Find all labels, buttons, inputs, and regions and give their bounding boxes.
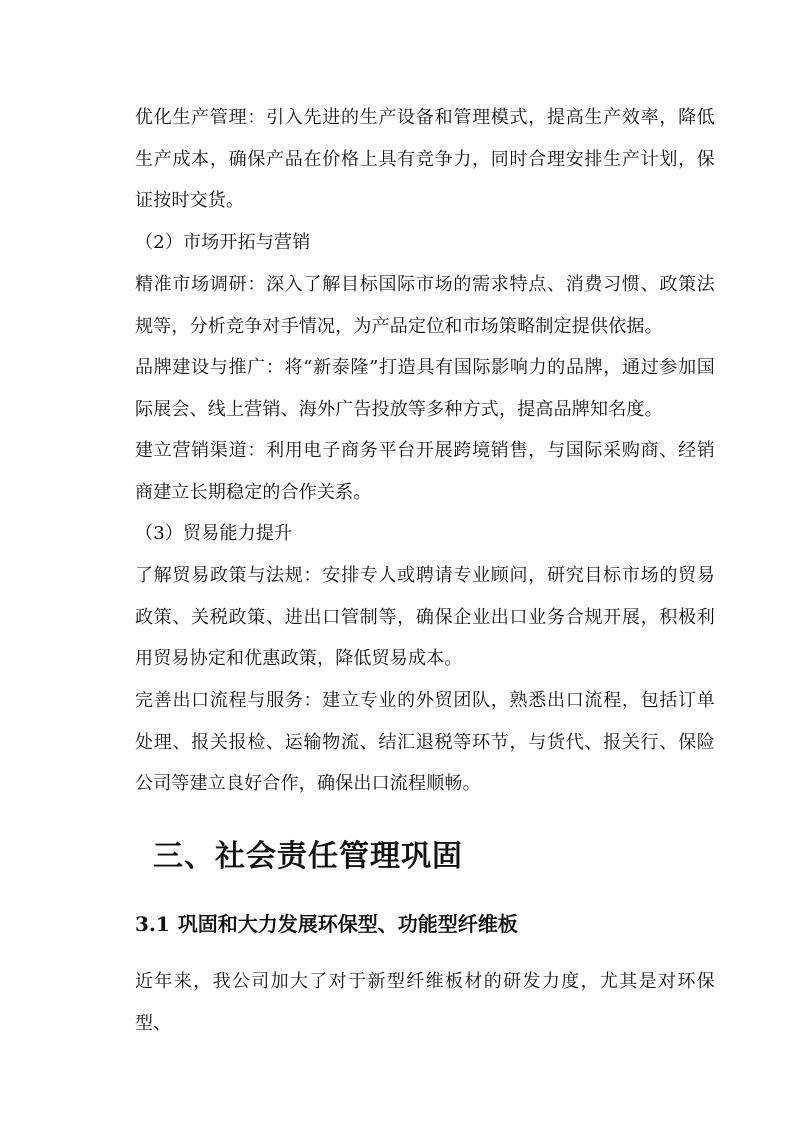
section-heading <box>135 906 518 942</box>
paragraph-marketing-channels: 建立营销渠道：利用电子商务平台开展跨境销售，与国际采购商、经销商建立长期稳定的合作关系。 <box>135 440 715 503</box>
paragraph-market-research: 精准市场调研：深入了解目标国际市场的需求特点、消费习惯、政策法规等，分析竞争对手情况，为产品定位和市场策略制定提供依据。 <box>135 274 715 337</box>
paragraph-trade-policy: 了解贸易政策与法规：安排专人或聘请专业顾问，研究目标市场的贸易政策、关税政策、进出口管制等，确保企业出口业务合规开展，积极利用贸易协定和优惠政策，降低贸易成本。 <box>135 565 715 669</box>
section-number: 3.1 <box>135 912 170 936</box>
chapter-heading: 三、社会责任管理巩固 <box>153 839 463 874</box>
paragraph-optimize-production: 优化生产管理：引入先进的生产设备和管理模式，提高生产效率，降低生产成本，确保产品在价格上具有竞争力，同时合理安排生产计划，保证按时交货。 <box>135 107 715 211</box>
subheading-market-development: （2）市场开拓与营销 <box>135 232 311 253</box>
subheading-trade-capability: （3）贸易能力提升 <box>135 523 293 544</box>
paragraph-export-process: 完善出口流程与服务：建立专业的外贸团队，熟悉出口流程，包括订单处理、报关报检、运输物流、结汇退税等环节，与货代、报关行、保险公司等建立良好合作，确保出口流程顺畅。 <box>135 690 715 794</box>
section-title: 巩固和大力发展环保型、功能型纤维板 <box>177 912 518 936</box>
paragraph-brand-building: 品牌建设与推广：将“新泰隆”打造具有国际影响力的品牌，通过参加国际展会、线上营销、海外广告投放等多种方式，提高品牌知名度。 <box>135 357 715 420</box>
paragraph-intro: 近年来，我公司加大了对于新型纤维板材的研发力度，尤其是对环保型、 <box>135 971 715 1034</box>
